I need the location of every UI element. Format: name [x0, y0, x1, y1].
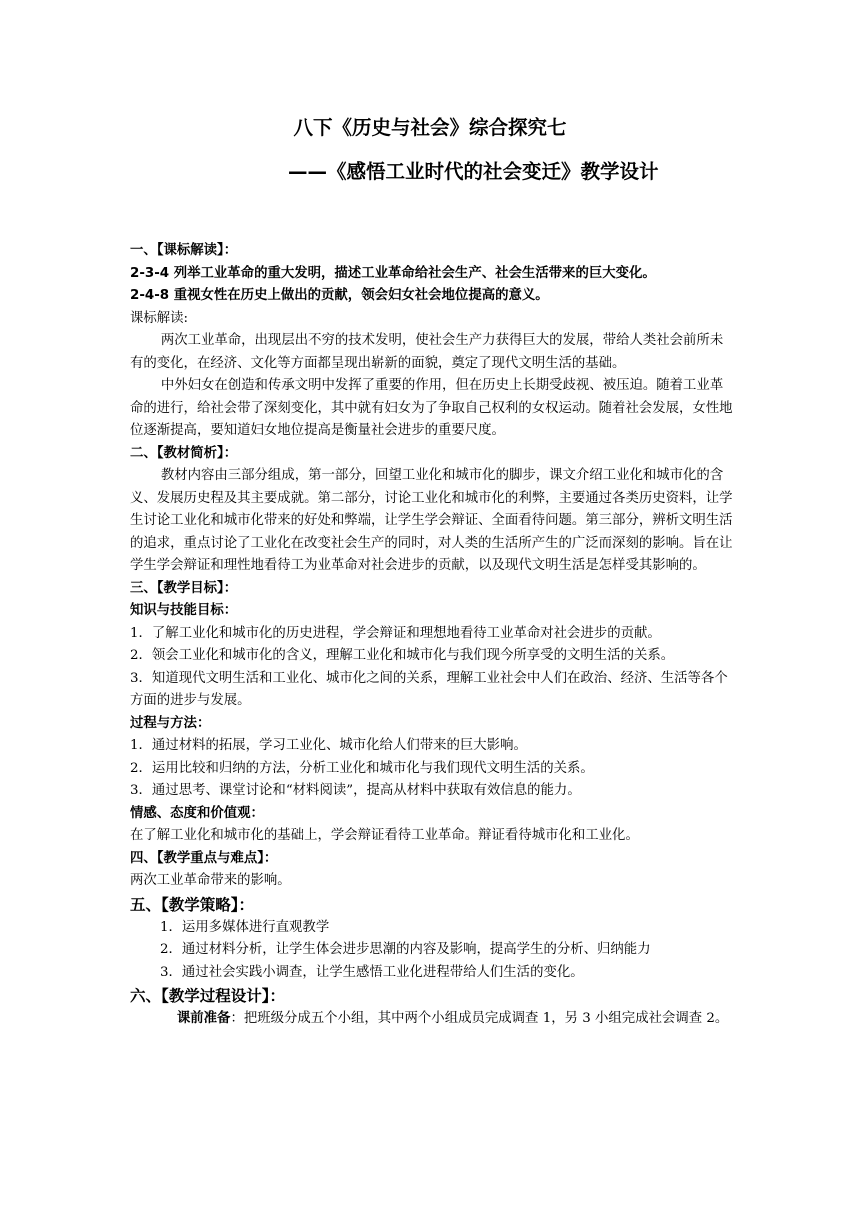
standard-interpretation-label: 课标解读:	[130, 310, 189, 326]
emotion-values-heading: 情感、态度和价值观：	[130, 805, 264, 821]
document-body	[130, 240, 733, 1031]
preparation-label: 课前准备	[176, 1011, 231, 1026]
emotion-values-text: 在了解工业化和城市化的基础上，学会辩证看待工业革命。辩证看待城市化和工业化。	[130, 828, 639, 843]
process-item: 1．通过材料的拓展，学习工业化、城市化给人们带来的巨大影响。	[130, 738, 527, 753]
preparation-text: ：把班级分成五个小组，其中两个小组成员完成调查 1，另 3 小组完成社会调查 2。	[230, 1011, 729, 1026]
interpretation-paragraph-1: 两次工业革命，出现层出不穷的技术发明，使社会生产力获得巨大的发展，带给人类社会前所未有的变化，在经济、文化等方面都呈现出崭新的面貌，奠定了现代文明生活的基础。	[130, 333, 724, 371]
section-1-heading: 一、【课标解读】：	[130, 243, 238, 258]
section-5-heading: 五、【教学策略】：	[130, 895, 255, 914]
strategy-item: 2．通过材料分析，让学生体会进步思潮的内容及影响，提高学生的分析、归纳能力	[160, 942, 651, 957]
textbook-analysis-paragraph: 教材内容由三部分组成，第一部分，回望工业化和城市化的脚步，课文介绍工业化和城市化的含义、发展历史程及其主要成就。第二部分，讨论工业化和城市化的利弊，主要通过各类历史资料，让学生讨论工业化和城市化带来的好处和弊端，让学生学会辩证、全面看待问题。第三部分，辨析文明生活的追求，重点讨论了工业化在改变社会生产的同时，对人类的生活所产生的广泛而深刻的影响。旨在让学生学会辩证和理性地看待工为业革命对社会进步的贡献，以及现代文明生活是怎样受其影响的。	[130, 468, 733, 573]
document-title: 八下《历史与社会》综合探究七	[293, 116, 567, 139]
process-item: 3．通过思考、课堂讨论和“材料阅读”，提高从材料中获取有效信息的能力。	[130, 783, 581, 798]
section-2-heading: 二、【教材简析】：	[130, 445, 238, 461]
document-subtitle: ——《感悟工业时代的社会变迁》教学设计	[288, 160, 659, 183]
curriculum-standard-2: 2-4-8 重视女性在历史上做出的贡献，领会妇女社会地位提高的意义。	[130, 288, 549, 303]
strategy-item: 1．运用多媒体进行直观教学	[160, 919, 330, 935]
knowledge-item: 1．了解工业化和城市化的历史进程，学会辩证和理想地看待工业革命对社会进步的贡献。	[130, 625, 661, 641]
knowledge-skills-heading: 知识与技能目标：	[130, 603, 238, 618]
strategy-item: 3．通过社会实践小调查，让学生感悟工业化进程带给人们生活的变化。	[160, 964, 584, 980]
curriculum-standard-1: 2-3-4 列举工业革命的重大发明，描述工业革命给社会生产、社会生活带来的巨大变化。	[130, 265, 656, 281]
process-item: 2．运用比较和归纳的方法，分析工业化和城市化与我们现代文明生活的关系。	[130, 760, 594, 776]
knowledge-item: 2．领会工业化和城市化的含义，理解工业化和城市化与我们现今所享受的文明生活的关系。	[130, 648, 675, 663]
process-method-heading: 过程与方法：	[130, 715, 211, 731]
preparation-paragraph	[130, 1008, 733, 1031]
section-6-heading: 六、【教学过程设计】：	[130, 987, 286, 1005]
knowledge-item: 3．知道现代文明生活和工业化、城市化之间的关系，理解工业社会中人们在政治、经济、生活等各个方面的进步与发展。	[130, 670, 728, 708]
key-points-text: 两次工业革命带来的影响。	[130, 873, 291, 888]
section-3-heading: 三、【教学目标】：	[130, 580, 238, 596]
section-4-heading: 四、【教学重点与难点】：	[130, 850, 278, 866]
interpretation-paragraph-2: 中外妇女在创造和传承文明中发挥了重要的作用，但在历史上长期受歧视、被压迫。随着工业革命的进行，给社会带了深刻变化，其中就有妇女为了争取自己权利的女权运动。随着社会发展，女性地位逐渐提高，要知道妇女地位提高是衡量社会进步的重要尺度。	[130, 378, 733, 438]
